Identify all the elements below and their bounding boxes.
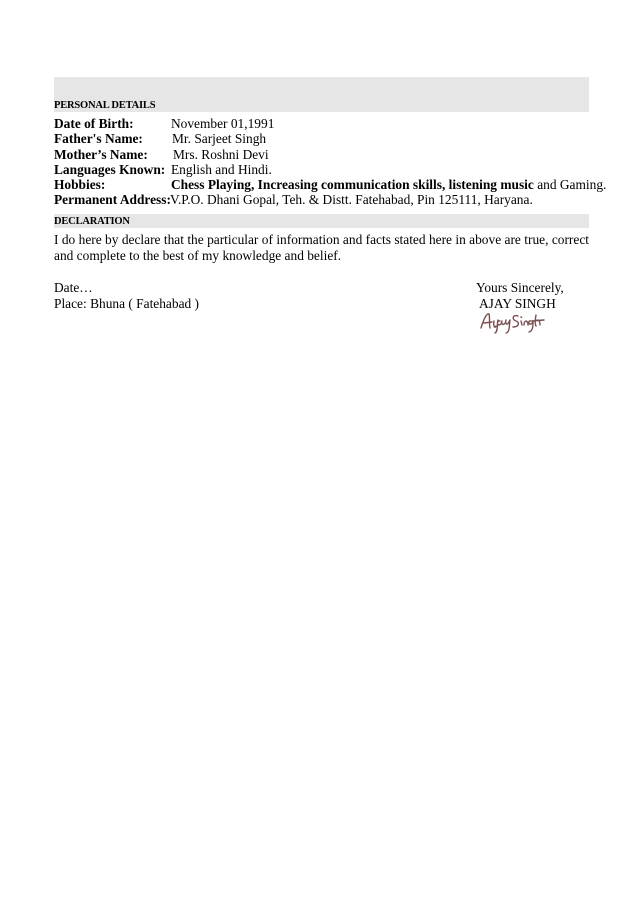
place-label: Place: Bhuna ( Fatehabad ) — [54, 295, 200, 311]
mother-label: Mother’s Name: — [54, 146, 148, 162]
hobbies-value-tail: and Gaming. — [533, 177, 607, 193]
address-row — [54, 192, 589, 207]
closing-block — [476, 280, 564, 312]
date-label: Date… — [54, 279, 93, 295]
resume-page — [54, 77, 607, 340]
hobbies-value — [171, 177, 606, 192]
father-row — [54, 131, 589, 146]
languages-label: Languages Known: — [54, 161, 166, 177]
declaration-header — [54, 214, 589, 228]
date-place — [54, 280, 199, 312]
signature-block — [54, 280, 589, 340]
address-label: Permanent Address: — [54, 192, 171, 208]
mother-row — [54, 147, 589, 162]
languages-row — [54, 162, 589, 177]
father-label: Father's Name: — [54, 131, 143, 147]
languages-value: English and Hindi. — [171, 161, 272, 177]
dob-row — [54, 116, 589, 131]
address-value: V.P.O. Dhani Gopal, Teh. & Distt. Fatehabad, Pin 125111, Haryana. — [170, 192, 533, 208]
dob-label: Date of Birth: — [54, 116, 134, 131]
mother-value: Mrs. Roshni Devi — [173, 146, 269, 162]
dob-value: November 01,1991 — [171, 116, 275, 131]
signer-name: AJAY SINGH — [479, 295, 556, 311]
closing-text: Yours Sincerely, — [476, 279, 564, 295]
declaration-text: I do here by declare that the particular of information and facts stated here in above are true, correct and complete to the best of my knowledge and belief. — [54, 231, 589, 263]
personal-details-list — [54, 116, 607, 208]
personal-details-title: PERSONAL DETAILS — [54, 100, 156, 111]
personal-details-header — [54, 77, 589, 112]
hobbies-label: Hobbies: — [54, 177, 106, 193]
declaration-title: DECLARATION — [54, 215, 130, 227]
hobbies-value-bold: Chess Playing, Increasing communication skills, listening music — [171, 177, 534, 193]
father-value: Mr. Sarjeet Singh — [172, 131, 267, 147]
hobbies-row — [54, 177, 607, 193]
handwritten-signature — [478, 310, 562, 334]
